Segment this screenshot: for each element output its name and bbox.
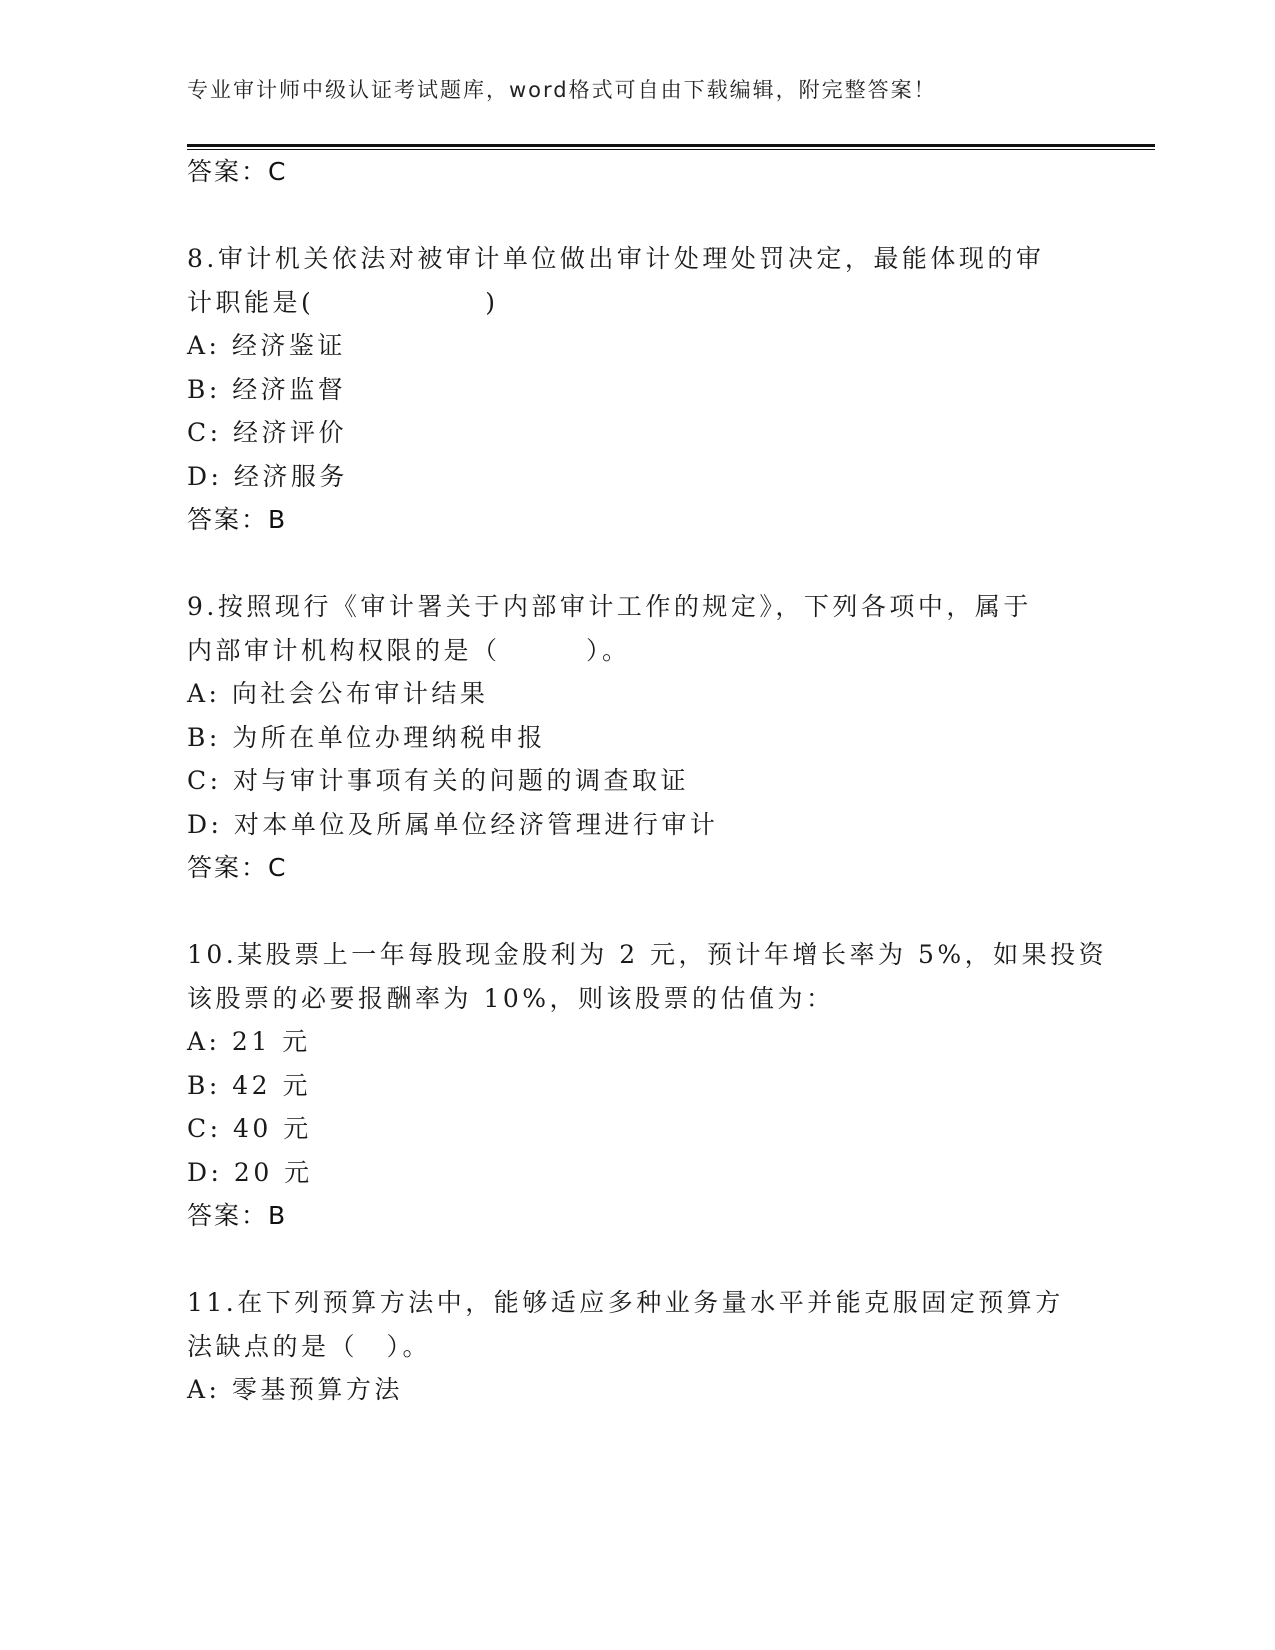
question-9-option-a: A: 向社会公布审计结果	[187, 679, 489, 708]
page-header: 专业审计师中级认证考试题库，word格式可自由下载编辑，附完整答案！	[187, 78, 937, 102]
question-9-option-c: C: 对与审计事项有关的问题的调查取证	[187, 766, 689, 795]
question-8-option-b: B: 经济监督	[187, 375, 347, 404]
header-rule-thin	[187, 149, 1155, 150]
question-11-stem-line-1: 11.在下列预算方法中，能够适应多种业务量水平并能克服固定预算方	[187, 1288, 1064, 1317]
question-9-stem-line-2: 内部审计机构权限的是（ ）。	[187, 636, 631, 665]
question-10-stem-line-2: 该股票的必要报酬率为 10%，则该股票的估值为：	[187, 984, 835, 1013]
question-8-option-d: D: 经济服务	[187, 462, 348, 491]
question-10-option-d: D: 20 元	[187, 1158, 313, 1187]
question-9-option-b: B: 为所在单位办理纳税申报	[187, 723, 546, 752]
question-9-answer: 答案：C	[187, 853, 288, 882]
question-9-stem-line-1: 9.按照现行《审计署关于内部审计工作的规定》，下列各项中，属于	[187, 592, 1032, 621]
question-8-stem-line-2: 计职能是( )	[187, 288, 499, 317]
header-rule-thick	[187, 144, 1155, 147]
question-10-stem-line-1: 10.某股票上一年每股现金股利为 2 元，预计年增长率为 5%，如果投资	[187, 940, 1108, 969]
question-11-option-a: A: 零基预算方法	[187, 1375, 403, 1404]
question-10-option-c: C: 40 元	[187, 1114, 312, 1143]
question-11-stem-line-2: 法缺点的是（ ）。	[187, 1332, 432, 1361]
previous-answer: 答案：C	[187, 157, 288, 186]
question-8-answer: 答案：B	[187, 505, 288, 534]
question-8-option-c: C: 经济评价	[187, 418, 347, 447]
question-8-stem-line-1: 8.审计机关依法对被审计单位做出审计处理处罚决定，最能体现的审	[187, 244, 1045, 273]
question-10-option-a: A: 21 元	[187, 1027, 311, 1056]
question-10-answer: 答案：B	[187, 1201, 288, 1230]
question-10-option-b: B: 42 元	[187, 1071, 311, 1100]
question-9-option-d: D: 对本单位及所属单位经济管理进行审计	[187, 810, 719, 839]
question-8-option-a: A: 经济鉴证	[187, 331, 346, 360]
